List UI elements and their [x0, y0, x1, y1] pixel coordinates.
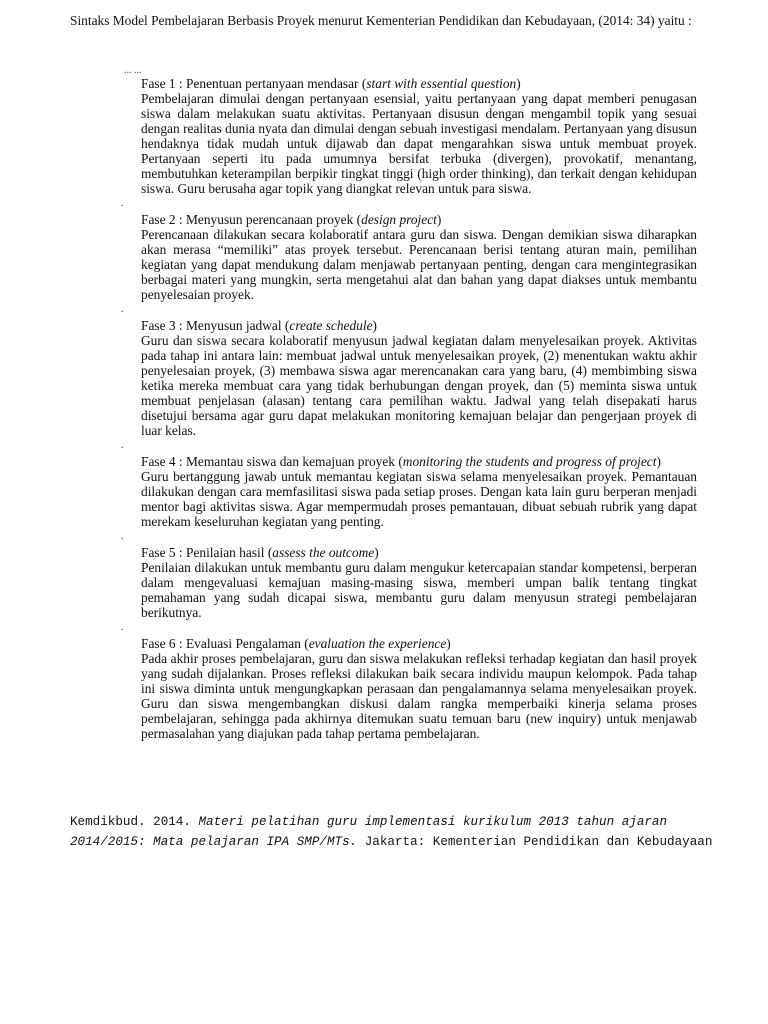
reference-citation — [70, 812, 730, 852]
phase-body: Perencanaan dilakukan secara kolaboratif antara guru dan siswa. Dengan demikian siswa diharapkan akan merasa “memiliki” atas proyek tersebut. Perencanaan berisi tentang aturan main, pemilihan kegiatan yang dapat mendukung dalam menjawab pertanyaan penting, dengan cara mengintegrasikan berbagai materi yang mungkin, serta mengetahui alat dan bahan yang dapat diakses untuk membantu penyelesaian proyek. — [141, 227, 697, 302]
phase-body: Guru bertanggung jawab untuk memantau kegiatan siswa selama menyelesaikan proyek. Pemantauan dilakukan dengan cara memfasilitasi siswa pada setiap proses. Dengan kata lain guru berperan menjadi mentor bagi aktivitas siswa. Agar mempermudah proses pemantauan, dibuat sebuah rubrik yang dapat merekam keseluruhan kegiatan yang penting. — [141, 469, 697, 529]
phase-list — [121, 66, 697, 741]
phase-6 — [141, 636, 697, 741]
phase-body: Pada akhir proses pembelajaran, guru dan siswa melakukan refleksi terhadap kegiatan dan hasil proyek yang sudah dijalankan. Proses refleksi dilakukan baik secara individu maupun kelompok. Pada tahap ini siswa diminta untuk mengungkapkan perasaan dan pengalamannya selama menyelesaikan proyek. Guru dan siswa mengembangkan diskusi dalam rangka memperbaiki kinerja selama proses pembelajaran, sehingga pada akhirnya ditemukan suatu temuan baru (new inquiry) untuk menjawab permasalahan yang diajukan pada tahap pertama pembelajaran. — [141, 651, 697, 741]
phase-title-close: ) — [374, 545, 379, 560]
phase-title-text: Fase 1 : Penentuan pertanyaan mendasar ( — [141, 76, 367, 91]
bullet-marker: . — [121, 622, 124, 633]
phase-title-english: assess the outcome — [272, 545, 375, 560]
ellipsis-marker: ... ... — [124, 65, 142, 76]
phase-title-text: Fase 5 : Penilaian hasil ( — [141, 545, 273, 560]
phase-body: Penilaian dilakukan untuk membantu guru dalam mengukur ketercapaian standar kompetensi, berperan dalam mengevaluasi kemajuan masing-masing siswa, memberi umpan balik tentang tingkat pemahaman yang sudah dicapai siswa, membantu guru dalam menyusun strategi pembelajaran berikutnya. — [141, 560, 697, 620]
phase-title-text: Fase 6 : Evaluasi Pengalaman ( — [141, 636, 309, 651]
phase-title-text: Fase 2 : Menyusun perencanaan proyek ( — [141, 212, 362, 227]
phase-title-close: ) — [436, 212, 442, 227]
bullet-marker: . — [121, 198, 124, 209]
reference-author-year: Kemdikbud. 2014. — [70, 815, 199, 829]
phase-4 — [141, 454, 697, 529]
phase-3 — [141, 318, 697, 438]
phase-1 — [141, 76, 697, 196]
phase-body: Pembelajaran dimulai dengan pertanyaan esensial, yaitu pertanyaan yang dapat memberi penugasan siswa dalam melakukan suatu aktivitas. Pertanyaan disusun dengan mengambil topik yang sesuai dengan realitas dunia nyata dan dimulai dengan sebuah investigasi mendalam. Pertanyaan yang disusun hendaknya tidak mudah untuk dijawab dan dapat mengarahkan siswa untuk membuat proyek. Pertanyaan seperti itu pada umumnya bersifat terbuka (divergen), provokatif, menantang, membutuhkan keterampilan berpikir tingkat tinggi (high order thinking), dan terkait dengan kehidupan siswa. Guru berusaha agar topik yang diangkat relevan untuk para siswa. — [141, 91, 697, 196]
phase-2 — [141, 212, 697, 302]
phase-title-english: design project — [361, 212, 437, 227]
phase-title — [141, 318, 697, 333]
phase-title — [141, 76, 697, 91]
phase-title-english: start with essential question — [366, 76, 517, 91]
phase-title — [141, 212, 697, 227]
bullet-marker: . — [121, 440, 124, 451]
phase-title — [141, 636, 697, 651]
phase-title-close: ) — [516, 76, 521, 91]
reference-publisher: Jakarta: Kementerian Pendidikan dan Kebudayaan — [357, 835, 713, 849]
bullet-marker: . — [121, 531, 124, 542]
phase-body: Guru dan siswa secara kolaboratif menyusun jadwal kegiatan dalam menyelesaikan proyek. Aktivitas pada tahap ini antara lain: membuat jadwal untuk menyelesaikan proyek, (2) menentukan waktu akhir penyelesaian proyek, (3) membawa siswa agar merencanakan cara yang baru, (4) membimbing siswa ketika mereka membuat cara yang tidak berhubungan dengan proyek, dan (5) meminta siswa untuk membuat penjelasan (alasan) tentang cara pemilihan waktu. Jadwal yang telah disepakati harus disetujui bersama agar guru dapat melakukan monitoring kemajuan belajar dan pengerjaan proyek di luar kelas. — [141, 333, 697, 438]
phase-title-close: ) — [446, 636, 451, 651]
phase-title-close: ) — [372, 318, 378, 333]
phase-title-english: monitoring the students and progress of project — [402, 454, 657, 469]
phase-title-text: Fase 3 : Menyusun jadwal ( — [141, 318, 290, 333]
phase-title-close: ) — [656, 454, 661, 469]
reference-title: Materi pelatihan guru implementasi kurikulum 2013 tahun ajaran 2014/2015: Mata pelajaran IPA SMP/MTs. — [70, 815, 668, 849]
phase-5 — [141, 545, 697, 620]
phase-title — [141, 545, 697, 560]
phase-title-text: Fase 4 : Memantau siswa dan kemajuan proyek ( — [141, 454, 403, 469]
phase-title-english: create schedule — [289, 318, 373, 333]
intro-paragraph: Sintaks Model Pembelajaran Berbasis Proyek menurut Kementerian Pendidikan dan Kebudayaan, (2014: 34) yaitu : — [70, 13, 692, 28]
phase-title-english: evaluation the experience — [308, 636, 447, 651]
bullet-marker: . — [121, 304, 124, 315]
phase-title — [141, 454, 697, 469]
